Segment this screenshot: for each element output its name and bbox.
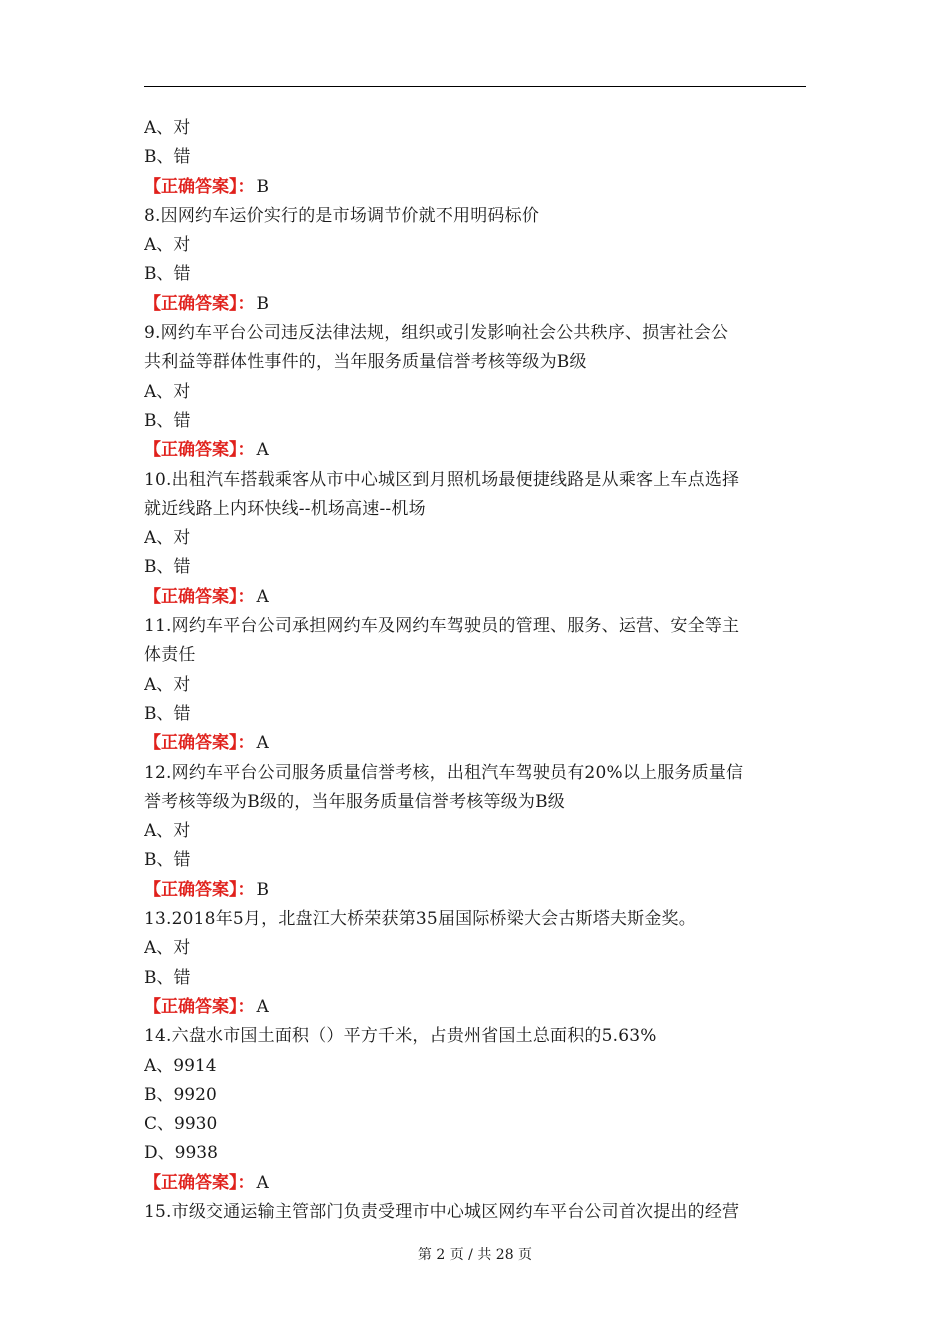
answer-label: 【正确答案】：	[144, 586, 255, 607]
header-rule	[144, 86, 806, 87]
answer-value: A	[256, 586, 269, 607]
question-text: 9.网约车平台公司违反法律法规，组织或引发影响社会公共秩序、损害社会公	[144, 323, 729, 344]
page-footer: 第 2 页 / 共 28 页	[417, 1247, 533, 1263]
answer-option: B、错	[144, 703, 191, 724]
question-text: 体责任	[144, 645, 196, 666]
answer-line	[144, 1169, 806, 1198]
answer-option: A、对	[144, 821, 191, 842]
question-text: 12.网约车平台公司服务质量信誉考核，出租汽车驾驶员有20%以上服务质量信	[144, 762, 744, 783]
answer-value: B	[256, 176, 269, 197]
question-text: 15.市级交通运输主管部门负责受理市中心城区网约车平台公司首次提出的经营	[144, 1201, 740, 1222]
answer-option: A、9914	[144, 1055, 217, 1076]
answer-value: A	[256, 996, 269, 1017]
answer-value: A	[256, 733, 269, 754]
answer-option: C、9930	[144, 1114, 218, 1135]
answer-option: B、错	[144, 410, 191, 431]
answer-value: B	[256, 879, 269, 900]
question-text: 8.因网约车运价实行的是市场调节价就不用明码标价	[144, 205, 540, 226]
question-text: 10.出租汽车搭载乘客从市中心城区到月照机场最便捷线路是从乘客上车点选择	[144, 469, 740, 490]
answer-option: B、9920	[144, 1084, 217, 1105]
document-body	[144, 114, 806, 1227]
answer-option: B、错	[144, 850, 191, 871]
answer-option: B、错	[144, 967, 191, 988]
answer-label: 【正确答案】：	[144, 440, 255, 461]
answer-label: 【正确答案】：	[144, 293, 255, 314]
question-text: 13.2018年5月，北盘江大桥荣获第35届国际桥梁大会古斯塔夫斯金奖。	[144, 909, 696, 930]
question-text: 共利益等群体性事件的，当年服务质量信誉考核等级为B级	[144, 352, 587, 373]
answer-option: A、对	[144, 381, 191, 402]
answer-value: A	[256, 440, 269, 461]
answer-line	[144, 583, 806, 612]
answer-option: D、9938	[144, 1143, 218, 1164]
answer-option: A、对	[144, 938, 191, 959]
answer-label: 【正确答案】：	[144, 1172, 255, 1193]
answer-option: B、错	[144, 264, 191, 285]
answer-line	[144, 993, 806, 1022]
question-text: 誉考核等级为B级的，当年服务质量信誉考核等级为B级	[144, 791, 565, 812]
answer-line	[144, 290, 806, 319]
answer-option: B、错	[144, 557, 191, 578]
question-text: 11.网约车平台公司承担网约车及网约车驾驶员的管理、服务、运营、安全等主	[144, 616, 740, 637]
answer-label: 【正确答案】：	[144, 733, 255, 754]
answer-label: 【正确答案】：	[144, 996, 255, 1017]
answer-line	[144, 876, 806, 905]
answer-line	[144, 436, 806, 465]
answer-value: B	[256, 293, 269, 314]
answer-option: A、对	[144, 528, 191, 549]
answer-line	[144, 729, 806, 758]
answer-line	[144, 173, 806, 202]
answer-label: 【正确答案】：	[144, 176, 255, 197]
answer-value: A	[256, 1172, 269, 1193]
answer-option: A、对	[144, 118, 191, 138]
question-text: 就近线路上内环快线--机场高速--机场	[144, 498, 426, 519]
question-text: 14.六盘水市国土面积（）平方千米，占贵州省国土总面积的5.63%	[144, 1026, 657, 1047]
answer-label: 【正确答案】：	[144, 879, 255, 900]
answer-option: A、对	[144, 235, 191, 256]
answer-option: B、错	[144, 147, 191, 168]
answer-option: A、对	[144, 674, 191, 695]
